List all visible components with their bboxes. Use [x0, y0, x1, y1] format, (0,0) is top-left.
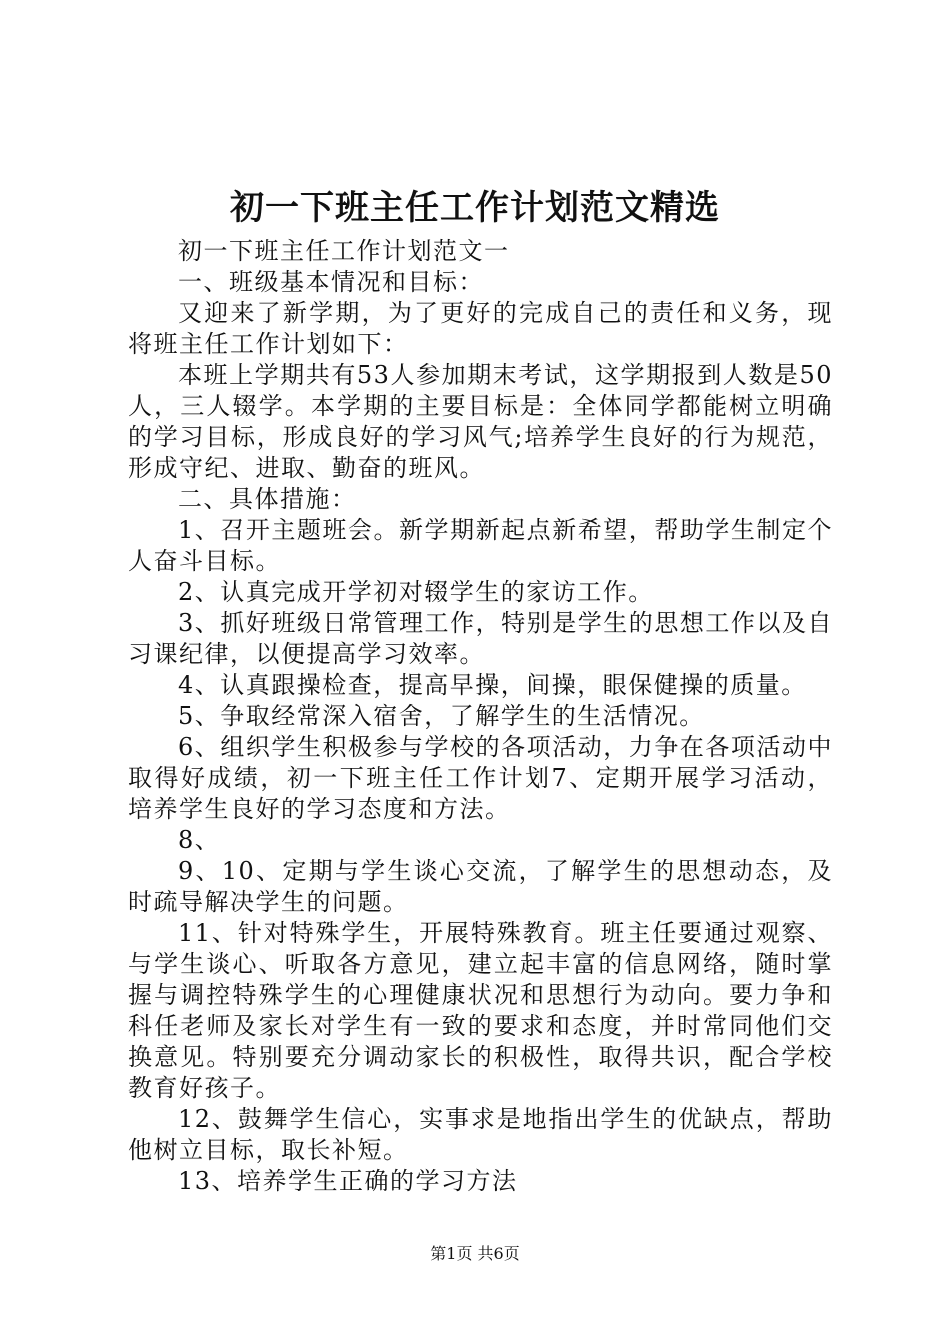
paragraph: 8、 [178, 826, 221, 854]
paragraph: 3、抓好班级日常管理工作，特别是学生的思想工作以及自习课纪律，以便提高学习效率。 [128, 609, 833, 668]
paragraph: 9、10、定期与学生谈心交流，了解学生的思想动态，及时疏导解决学生的问题。 [128, 857, 833, 916]
paragraph: 1、召开主题班会。新学期新起点新希望，帮助学生制定个人奋斗目标。 [128, 516, 833, 575]
paragraph: 二、具体措施： [178, 485, 357, 513]
paragraph: 4、认真跟操检查，提高早操，间操，眼保健操的质量。 [178, 671, 807, 699]
paragraph: 13、培养学生正确的学习方法 [178, 1167, 518, 1195]
page-number-footer: 第1页 共6页 [430, 1244, 520, 1263]
paragraph: 初一下班主任工作计划范文一 [178, 237, 510, 265]
document-body [128, 236, 833, 1197]
paragraph: 2、认真完成开学初对辍学生的家访工作。 [178, 578, 654, 606]
paragraph: 一、班级基本情况和目标： [178, 268, 484, 296]
paragraph: 又迎来了新学期，为了更好的完成自己的责任和义务，现将班主任工作计划如下： [128, 299, 833, 358]
paragraph: 5、争取经常深入宿舍，了解学生的生活情况。 [178, 702, 705, 730]
paragraph: 6、组织学生积极参与学校的各项活动，力争在各项活动中取得好成绩，初一下班主任工作计划7、定期开展学习活动，培养学生良好的学习态度和方法。 [128, 733, 833, 823]
paragraph: 11、针对特殊学生，开展特殊教育。班主任要通过观察、与学生谈心、听取各方意见，建立起丰富的信息网络，随时掌握与调控特殊学生的心理健康状况和思想行为动向。要力争和科任老师及家长对学生有一致的要求和态度，并时常同他们交换意见。特别要充分调动家长的积极性，取得共识，配合学校教育好孩子。 [128, 919, 833, 1102]
document-title: 初一下班主任工作计划范文精选 [230, 188, 720, 228]
paragraph: 12、鼓舞学生信心，实事求是地指出学生的优缺点，帮助他树立目标，取长补短。 [128, 1105, 833, 1164]
paragraph: 本班上学期共有53人参加期末考试，这学期报到人数是50人，三人辍学。本学期的主要目标是：全体同学都能树立明确的学习目标，形成良好的学习风气;培养学生良好的行为规范，形成守纪、进取、勤奋的班风。 [128, 361, 833, 482]
